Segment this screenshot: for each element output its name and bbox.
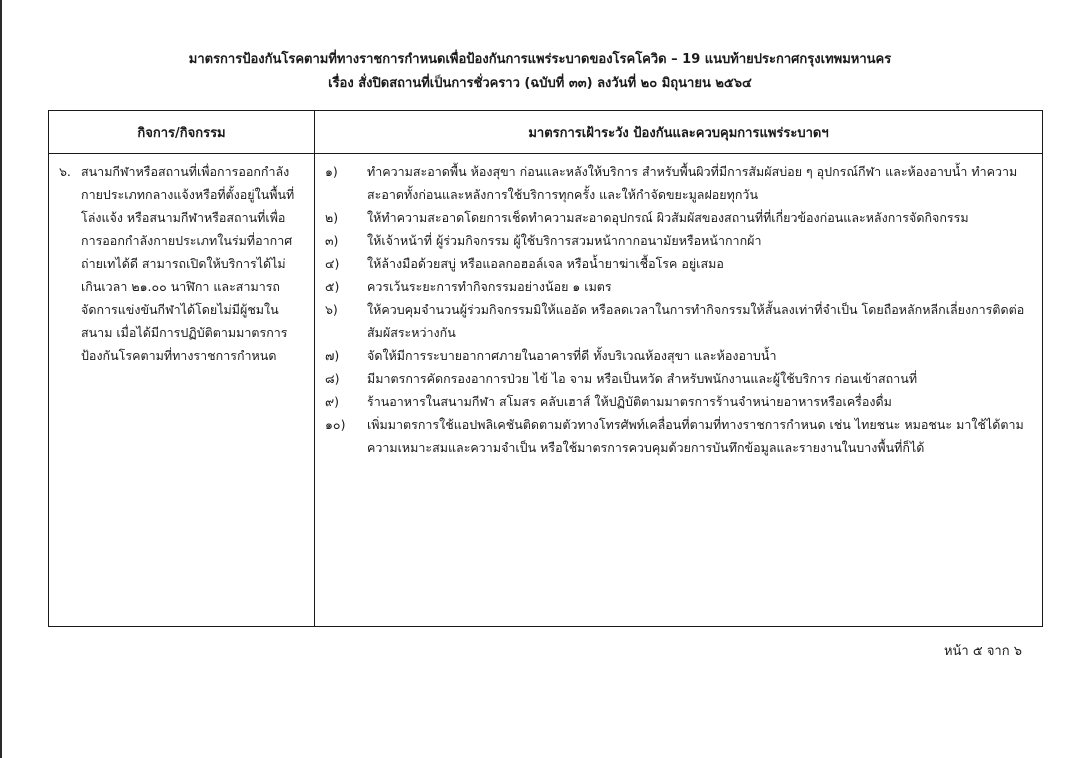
list-item: [325, 413, 1034, 459]
list-item: [325, 275, 1034, 298]
list-item: [325, 252, 1034, 275]
activity-cell: [49, 154, 315, 627]
list-item: [325, 229, 1034, 252]
measure-text: ให้ควบคุมจำนวนผู้ร่วมกิจกรรมมิให้แออัด หรือลดเวลาในการทำกิจกรรมให้สั้นลงเท่าที่จำเป็น โดยถือหลักหลีกเลี่ยงการติดต่อสัมผัสระหว่างกัน: [367, 302, 1025, 340]
measure-text: มีมาตรการคัดกรองอาการป่วย ไข้ ไอ จาม หรือเป็นหวัด สำหรับพนักงานและผู้ใช้บริการ ก่อนเข้าสถานที่: [367, 371, 918, 386]
list-item: [325, 390, 1034, 413]
list-item: [325, 160, 1034, 206]
header-line-2: เรื่อง สั่งปิดสถานที่เป็นการชั่วคราว (ฉบับที่ ๓๓) ลงวันที่ ๒๐ มิถุนายน ๒๕๖๔: [328, 76, 752, 91]
measure-number: ๒): [325, 210, 339, 225]
column-header-measures: มาตรการเฝ้าระวัง ป้องกันและควบคุมการแพร่ระบาดฯ: [315, 111, 1043, 154]
activity-item: [49, 154, 314, 367]
measure-text: ควรเว้นระยะการทำกิจกรรมอย่างน้อย ๑ เมตร: [367, 279, 612, 294]
measures-cell: [315, 154, 1043, 627]
list-item: [325, 298, 1034, 344]
list-item: [325, 367, 1034, 390]
activity-text: สนามกีฬาหรือสถานที่เพื่อการออกกำลังกายประเภทกลางแจ้งหรือที่ตั้งอยู่ในพื้นที่โล่งแจ้ง หรือสนามกีฬาหรือสถานที่เพื่อการออกกำลังกายประเภทในร่มที่อากาศถ่ายเทได้ดี สามารถเปิดให้บริการได้ไม่เกินเวลา ๒๑.๐๐ นาฬิกา และสามารถจัดการแข่งขันกีฬาได้โดยไม่มีผู้ชมในสนาม เมื่อได้มีการปฏิบัติตามมาตรการป้องกันโรคตามที่ทางราชการกำหนด: [81, 164, 295, 363]
document-header: [0, 48, 1080, 96]
measure-number: ๕): [325, 279, 340, 294]
measures-list: [315, 154, 1042, 459]
header-line-1: มาตรการป้องกันโรคตามที่ทางราชการกำหนดเพื่อป้องกันการแพร่ระบาดของโรคโควิด – 19 แนบท้ายประกาศกรุงเทพมหานคร: [188, 52, 892, 67]
measure-text: ให้เจ้าหน้าที่ ผู้ร่วมกิจกรรม ผู้ใช้บริการสวมหน้ากากอนามัยหรือหน้ากากผ้า: [367, 233, 762, 248]
measure-number: ๖): [325, 302, 338, 317]
table-header-row: [49, 111, 1043, 154]
list-item: [325, 206, 1034, 229]
measure-text: ให้ทำความสะอาดโดยการเช็ดทำความสะอาดอุปกรณ์ ผิวสัมผัสของสถานที่ที่เกี่ยวข้องก่อนและหลังการจัดกิจกรรม: [367, 210, 969, 225]
measure-number: ๑๐): [325, 417, 346, 432]
measure-number: ๙): [325, 394, 340, 409]
measure-text: เพิ่มมาตรการใช้แอปพลิเคชันติดตามตัวทางโทรศัพท์เคลื่อนที่ตามที่ทางราชการกำหนด เช่น ไทยชนะ หมอชนะ มาใช้ได้ตามความเหมาะสมและความจำเป็น หรือใช้มาตรการควบคุมด้วยการบันทึกข้อมูลและรายงานในบางพื้นที่ก็ได้: [367, 417, 1024, 455]
measures-table: [48, 110, 1043, 627]
measure-text: ทำความสะอาดพื้น ห้องสุขา ก่อนและหลังให้บริการ สำหรับพื้นผิวที่มีการสัมผัสบ่อย ๆ อุปกรณ์กีฬา และห้องอาบน้ำ ทำความสะอาดทั้งก่อนและหลังการใช้บริการทุกครั้ง และให้กำจัดขยะมูลฝอยทุกวัน: [367, 164, 1018, 202]
measure-number: ๓): [325, 233, 339, 248]
measure-number: ๘): [325, 371, 340, 386]
page-left-edge: [0, 0, 2, 758]
measure-number: ๔): [325, 256, 340, 271]
column-header-activity: กิจการ/กิจกรรม: [49, 111, 315, 154]
measure-text: จัดให้มีการระบายอากาศภายในอาคารที่ดี ทั้งบริเวณห้องสุขา และห้องอาบน้ำ: [367, 348, 777, 363]
measure-text: ให้ล้างมือด้วยสบู่ หรือแอลกอฮอล์เจล หรือน้ำยาฆ่าเชื้อโรค อยู่เสมอ: [367, 256, 724, 271]
list-item: [325, 344, 1034, 367]
table-row: [49, 154, 1043, 627]
page-number: หน้า ๕ จาก ๖: [943, 644, 1022, 659]
measure-number: ๗): [325, 348, 340, 363]
measure-text: ร้านอาหารในสนามกีฬา สโมสร คลับเฮาส์ ให้ปฏิบัติตามมาตรการร้านจำหน่ายอาหารหรือเครื่องดื่ม: [367, 394, 892, 409]
measure-number: ๑): [325, 164, 338, 179]
activity-number: ๖.: [59, 164, 71, 179]
